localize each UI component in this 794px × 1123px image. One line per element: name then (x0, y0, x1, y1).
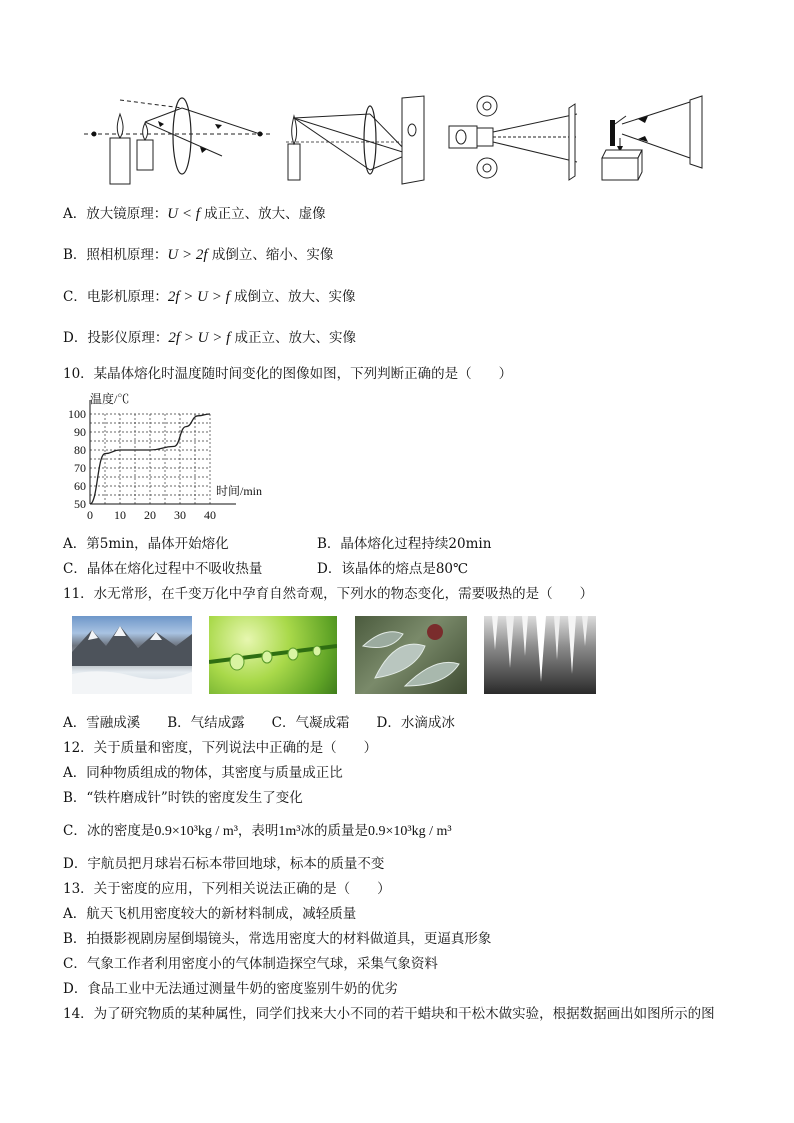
q12-stem: 12．关于质量和密度，下列说法中正确的是（ ） (63, 740, 378, 756)
q10-option-d: D．该晶体的熔点是80℃ (317, 561, 469, 577)
frost-leaves-photo (355, 616, 467, 694)
chart-y-tick-label: 50 (74, 497, 86, 511)
dew-drops-photo (209, 616, 337, 694)
icicles-photo (484, 616, 596, 694)
chart-y-tick-label: 100 (68, 407, 86, 421)
q12-option-b: B．“铁杵磨成针”时铁的密度发生了变化 (63, 790, 303, 806)
q9-option-b-formula: U > 2f (167, 247, 208, 263)
melting-chart (62, 388, 277, 524)
q10-stem: 10．某晶体熔化时温度随时间变化的图像如图，下列判断正确的是（ ） (63, 366, 513, 382)
q9-option-a-prefix: A．放大镜原理： (63, 206, 168, 222)
chart-x-tick-label: 30 (174, 508, 186, 522)
q12-option-d: D．宇航员把月球岩石标本带回地球，标本的质量不变 (63, 856, 385, 872)
chart-xlabel: 时间/min (216, 484, 263, 498)
q9-option-a-suffix: 成正立、放大、虚像 (204, 206, 326, 222)
q12-option-c-value-3: 0.9×10³kg / m³ (368, 824, 452, 839)
chart-y-tick-label: 90 (74, 425, 86, 439)
q13-option-c: C．气象工作者利用密度小的气体制造探空气球，采集气象资料 (63, 956, 438, 972)
chart-x-tick-label: 0 (87, 508, 93, 522)
chart-grid (90, 414, 210, 504)
q12-option-c-value-1: 0.9×10³kg / m³ (154, 824, 238, 839)
q12-option-c-value-2: 1m³ (278, 824, 301, 839)
q9-option-a-formula: U < f (167, 206, 200, 222)
q9-option-d-prefix: D．投影仪原理： (63, 330, 169, 346)
q12-option-a: A．同种物质组成的物体，其密度与质量成正比 (63, 765, 343, 781)
q9-option-d-suffix: 成正立、放大、实像 (234, 330, 357, 346)
chart-ylabel: 温度/℃ (90, 392, 130, 406)
overhead-projector-diagram (598, 94, 706, 186)
chart-x-tick-label: 40 (204, 508, 216, 522)
film-projector-diagram (447, 94, 587, 186)
q9-option-c-suffix: 成倒立、放大、实像 (234, 289, 356, 305)
chart-y-tick-label: 80 (74, 443, 86, 457)
q9-option-b-suffix: 成倒立、缩小、实像 (211, 247, 334, 263)
q9-option-b-prefix: B．照相机原理： (63, 247, 168, 263)
chart-y-tick-label: 60 (74, 479, 86, 493)
snow-valley-photo (72, 616, 192, 694)
q9-option-c-prefix: C．电影机原理： (63, 289, 168, 305)
q9-option-c-formula: 2f > U > f (167, 289, 230, 305)
q10-option-a: A．第5min，晶体开始熔化 (63, 536, 229, 552)
q10-option-c: C．晶体在熔化过程中不吸收热量 (63, 561, 263, 577)
q12-option-c (63, 819, 452, 840)
q9-option-a (63, 202, 326, 223)
q11-stem: 11．水无常形，在千变万化中孕育自然奇观，下列水的物态变化，需要吸热的是（ ） (63, 586, 594, 602)
q9-option-d-formula: 2f > U > f (168, 330, 231, 346)
q12-option-c-text-1: C．冰的密度是 (63, 823, 155, 839)
q9-option-d (63, 326, 356, 347)
q10-option-b: B．晶体熔化过程持续20min (317, 536, 492, 552)
q13-stem: 13．关于密度的应用，下列相关说法正确的是（ ） (63, 881, 391, 897)
chart-x-tick-label: 20 (144, 508, 156, 522)
q13-option-a: A．航天飞机用密度较大的新材料制成，减轻质量 (63, 906, 357, 922)
q12-option-c-text-3: 冰的质量是 (300, 823, 369, 839)
q11-options: A．雪融成溪 B．气结成露 C．气凝成霜 D．水滴成冰 (63, 715, 455, 731)
q13-option-d: D．食品工业中无法通过测量牛奶的密度鉴别牛奶的优劣 (63, 981, 398, 997)
q13-option-b: B．拍摄影视剧房屋倒塌镜头，常选用密度大的材料做道具，更逼真形象 (63, 931, 492, 947)
q9-option-b (63, 243, 333, 264)
q14-stem: 14．为了研究物质的某种属性，同学们找来大小不同的若干蜡块和干松木做实验，根据数据画出如图所示的图 (63, 1006, 715, 1022)
q9-option-c (63, 285, 356, 306)
q12-option-c-text-2: ，表明 (237, 823, 279, 839)
magnifier-diagram (82, 94, 277, 186)
chart-x-tick-label: 10 (114, 508, 126, 522)
chart-y-tick-label: 70 (74, 461, 86, 475)
camera-diagram (284, 94, 434, 186)
